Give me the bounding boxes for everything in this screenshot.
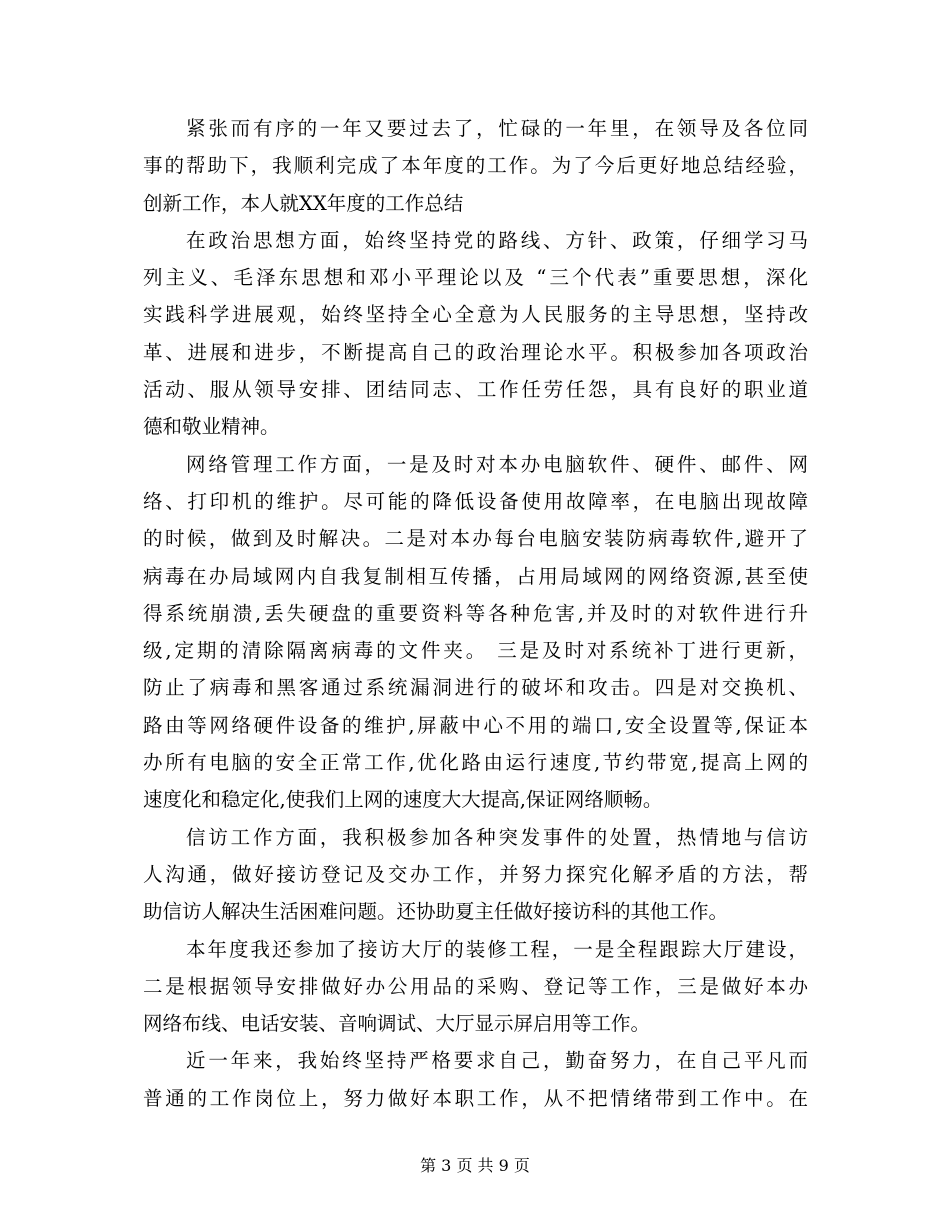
paragraph [143,931,808,1043]
paragraph [143,1042,808,1117]
text-line: 近一年来，我始终坚持严格要求自己，勤奋努力，在自己平凡而 [186,1049,808,1073]
text-line: 信访工作方面，我积极参加各种突发事件的处置，热情地与信访 [186,825,808,849]
text-line: 络、打印机的维护。尽可能的降低设备使用故障率，在电脑出现故障 [143,489,808,513]
text-line: 本年度我还参加了接访大厅的装修工程，一是全程跟踪大厅建设， [186,937,808,961]
text-line: 人沟通，做好接访登记及交办工作，并努力探究化解矛盾的方法，帮 [143,862,808,886]
text-line: 级,定期的清除隔离病毒的文件夹。 三是及时对系统补丁进行更新， [143,639,808,663]
text-line: 在政治思想方面，始终坚持党的路线、方针、政策，仔细学习马 [186,228,808,252]
text-line: 防止了病毒和黑客通过系统漏洞进行的破坏和攻击。四是对交换机、 [143,676,808,700]
text-line: 二是根据领导安排做好办公用品的采购、登记等工作，三是做好本办 [143,974,808,998]
text-line: 紧张而有序的一年又要过去了，忙碌的一年里，在领导及各位同 [186,117,808,140]
text-line: 普通的工作岗位上，努力做好本职工作，从不把情绪带到工作中。在 [143,1086,808,1110]
paragraph [143,222,808,446]
text-line: 网络管理工作方面，一是及时对本办电脑软件、硬件、邮件、网 [186,452,808,476]
text-line: 路由等网络硬件设备的维护,屏蔽中心不用的端口,安全设置等,保证本 [143,713,808,737]
text-line: 办所有电脑的安全正常工作,优化路由运行速度,节约带宽,提高上网的 [143,751,808,775]
text-line: 列主义、毛泽东思想和邓小平理论以及 “三个代表”重要思想，深化 [143,266,808,290]
body-text [143,110,808,1117]
text-line: 德和敬业精神。 [143,415,280,439]
text-line: 得系统崩溃,丢失硬盘的重要资料等各种危害,并及时的对软件进行升 [143,601,808,625]
text-line: 助信访人解决生活困难问题。还协助夏主任做好接访科的其他工作。 [143,900,729,924]
text-line: 活动、服从领导安排、团结同志、工作任劳任怨，具有良好的职业道 [143,378,808,402]
page-footer: 第 3 页 共 9 页 [420,1156,530,1175]
text-line: 网络布线、电话安装、音响调试、大厅显示屏启用等工作。 [143,1012,651,1036]
text-line: 速度化和稳定化,使我们上网的速度大大提高,保证网络顺畅。 [143,788,663,812]
text-line: 实践科学进展观，始终坚持全心全意为人民服务的主导思想，坚持改 [143,303,808,327]
text-line: 创新工作，本人就XX年度的工作总结 [143,191,464,215]
text-line: 事的帮助下，我顺利完成了本年度的工作。为了今后更好地总结经验， [143,154,808,178]
text-line: 病毒在办局域网内自我复制相互传播，占用局域网的网络资源,甚至使 [143,564,808,588]
paragraph [143,446,808,819]
text-line: 革、进展和进步，不断提高自己的政治理论水平。积极参加各项政治 [143,340,808,364]
paragraph [143,819,808,931]
text-line: 的时候，做到及时解决。二是对本办每台电脑安装防病毒软件,避开了 [143,527,808,551]
paragraph [143,110,808,222]
